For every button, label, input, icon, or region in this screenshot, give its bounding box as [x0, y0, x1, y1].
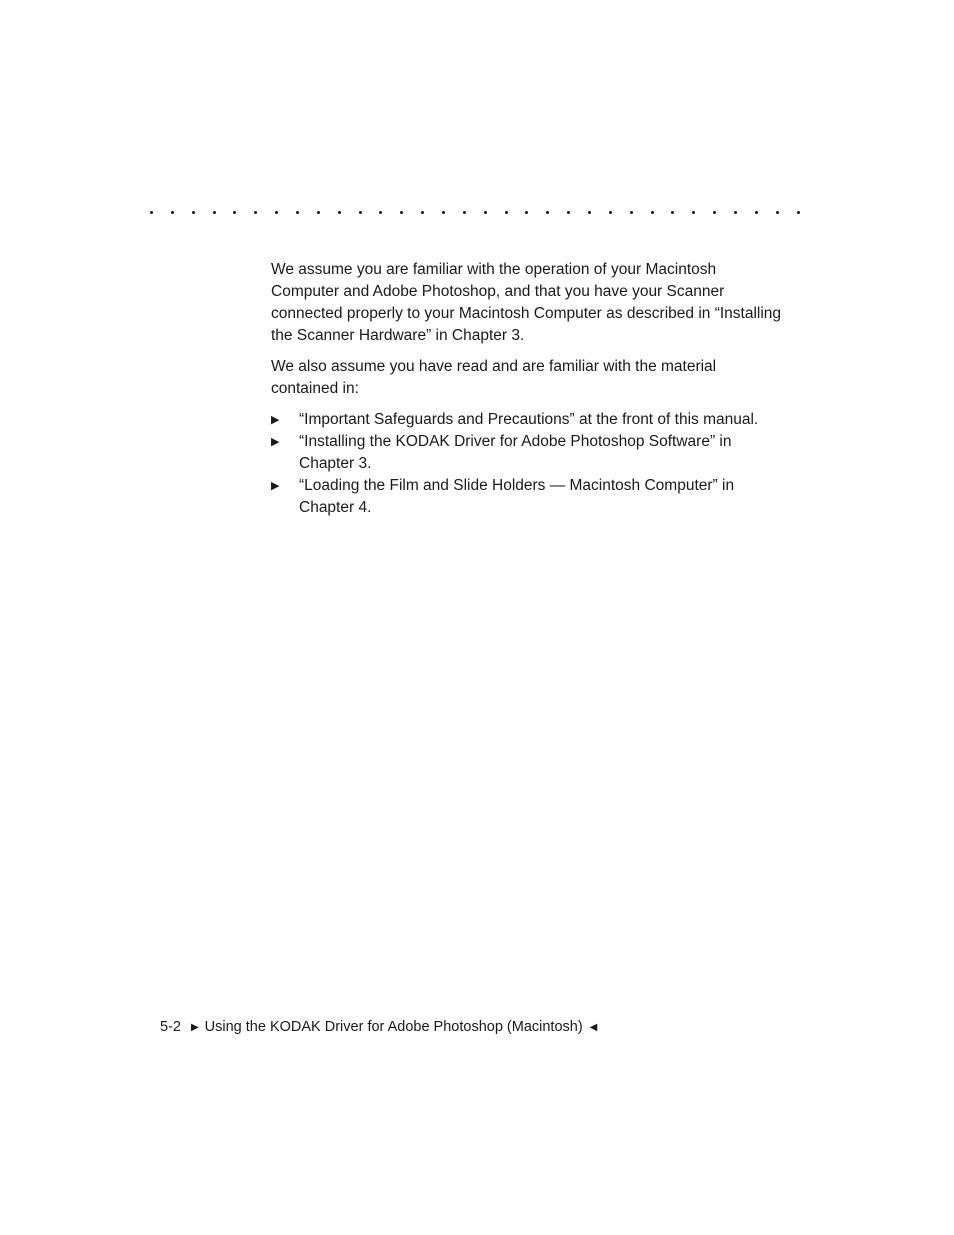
rule-dot — [317, 211, 320, 214]
rule-dot — [150, 211, 153, 214]
footer-title: Using the KODAK Driver for Adobe Photoshop (Macintosh) — [204, 1019, 583, 1035]
rule-dot — [567, 211, 570, 214]
rule-dot — [609, 211, 612, 214]
rule-dot — [463, 211, 466, 214]
rule-dot — [171, 211, 174, 214]
page-footer — [160, 1016, 597, 1039]
rule-dot — [275, 211, 278, 214]
list-item-text: “Installing the KODAK Driver for Adobe Photoshop Software” in Chapter 3. — [299, 433, 732, 472]
list-item-text: “Loading the Film and Slide Holders — Macintosh Computer” in Chapter 4. — [299, 477, 735, 516]
rule-dot — [442, 211, 445, 214]
dotted-rule — [150, 205, 800, 219]
rule-dot — [254, 211, 257, 214]
rule-dot — [734, 211, 737, 214]
rule-dot — [400, 211, 403, 214]
arrow-right-icon: ▶ — [190, 1022, 199, 1033]
list-item — [271, 409, 786, 431]
rule-dot — [692, 211, 695, 214]
rule-dot — [421, 211, 424, 214]
rule-dot — [797, 211, 800, 214]
rule-dot — [379, 211, 382, 214]
bullet-arrow-icon: ▶ — [271, 480, 280, 492]
intro-paragraph: We assume you are familiar with the operation of your Macintosh Computer and Adobe Photoshop, and that you have your Scanner connected properly to your Macintosh Computer as described in “Installing the Scanner Hardware” in Chapter 3. — [271, 261, 782, 344]
rule-dot — [484, 211, 487, 214]
rule-dot — [505, 211, 508, 214]
rule-dot — [671, 211, 674, 214]
rule-dot — [546, 211, 549, 214]
main-content — [271, 259, 786, 519]
rule-dot — [776, 211, 779, 214]
rule-dot — [338, 211, 341, 214]
list-item — [271, 431, 786, 475]
bullet-arrow-icon: ▶ — [271, 414, 280, 426]
page-number: 5-2 — [160, 1019, 181, 1035]
list-item-text: “Important Safeguards and Precautions” at the front of this manual. — [299, 411, 759, 428]
bullet-list — [271, 409, 786, 519]
arrow-left-icon: ◀ — [589, 1022, 598, 1033]
rule-dot — [192, 211, 195, 214]
rule-dot — [630, 211, 633, 214]
rule-dot — [651, 211, 654, 214]
list-item — [271, 475, 786, 519]
rule-dot — [213, 211, 216, 214]
rule-dot — [296, 211, 299, 214]
rule-dot — [755, 211, 758, 214]
rule-dot — [713, 211, 716, 214]
rule-dot — [588, 211, 591, 214]
bullet-arrow-icon: ▶ — [271, 436, 280, 448]
assumption-paragraph: We also assume you have read and are familiar with the material contained in: — [271, 358, 717, 397]
rule-dot — [233, 211, 236, 214]
rule-dot — [525, 211, 528, 214]
rule-dot — [359, 211, 362, 214]
